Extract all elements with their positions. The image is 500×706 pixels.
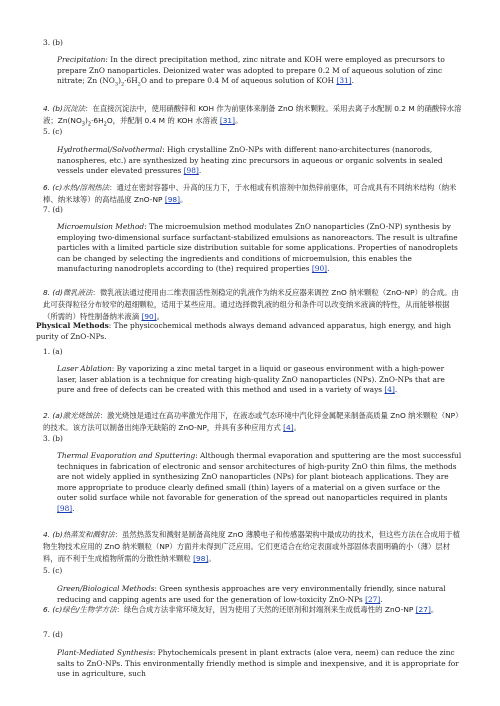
paragraph-text: 。 — [293, 423, 301, 432]
laser-ablation-translation — [43, 410, 463, 434]
paragraph-text: 。 — [156, 312, 165, 321]
term-label: 6. (c)绿色/生物学方法 — [43, 605, 117, 614]
green-methods-translation — [43, 604, 463, 616]
term-label: Hydrothermal/Solvothermal — [57, 145, 163, 154]
physical-methods-heading — [36, 321, 466, 342]
thermal-evaporation-translation — [43, 529, 463, 565]
paragraph-text: O，并配制 0.4 M 的 KOH 水溶液 — [106, 116, 220, 125]
citation-link[interactable]: [31] — [219, 116, 235, 125]
paragraph-text: ：虽然热蒸发和溅射是制备高纯度 ZnO 薄膜电子和传感器架构中最成功的技术，但这些方法在合成用于植物生物技术应用的 ZnO 纳米颗粒（NP）方面并未得到广泛应用。它们更适合在给定表面或外部固体表面明确的小（薄）层材料，而不利于生成植物所需的分散性纳米颗粒 — [43, 530, 461, 563]
laser-ablation-paragraph — [57, 364, 462, 396]
term-label: Laser Ablation — [57, 364, 112, 373]
term-label: 6. (c)水热/溶剂热法 — [43, 183, 110, 192]
paragraph-text: ·6H — [124, 76, 138, 86]
microemulsion-paragraph — [57, 222, 462, 275]
plant-mediated-paragraph — [57, 648, 462, 680]
term-label: Thermal Evaporation and Sputtering — [57, 451, 196, 460]
term-label: Precipitation — [57, 55, 106, 64]
paragraph-text: ：通过在密封容器中、升高的压力下，于水相或有机溶剂中加热锌前驱体，可合成具有不同纳米结构（纳米棒、纳米球等）的高结晶度 ZnO-NP — [43, 183, 457, 204]
citation-link[interactable]: [98] — [193, 554, 209, 563]
paragraph-text: : The physicochemical methods always demand advanced apparatus, high energy, and high purity of ZnO-NPs. — [36, 321, 451, 341]
list-number: 7. (d) — [43, 630, 63, 639]
list-number: 7. (d) — [43, 205, 63, 214]
list-number: 3. (b) — [43, 434, 63, 443]
paragraph-text: : The microemulsion method modulates ZnO nanoparticles (ZnO-NP) synthesis by employing two-dimensional surface surfactant-stabilized emulsions as nanoreactors. The result is ultrafine particles with a limited particle size distribution suitable for some applications. Properties of nanodroplets can be changed by selecting the ingredients and conditions of microemulsion, this enables the manufacturing nanodroplets according to (the) required properties — [57, 222, 458, 274]
term-label: 4. (b)沉淀法 — [43, 104, 86, 113]
paragraph-text: 。 — [430, 605, 439, 614]
paragraph-text: ：绿色合成方法非常环境友好，因为使用了天然的还原剂和封端剂来生成低毒性的 ZnO-NP — [116, 605, 416, 614]
paragraph-text: . — [198, 166, 202, 176]
citation-link[interactable]: [31] — [336, 76, 352, 86]
paragraph-text: : In the direct precipitation method, zinc nitrate and KOH were employed as precursors to prepare ZnO nanoparticles. Deionized water was adopted to prepare 0.2 M of aqueous solution of zinc nitrate; Zn (NO — [57, 55, 445, 86]
paragraph-text: 。 — [179, 195, 188, 204]
list-number: 5. (c) — [43, 566, 63, 575]
thermal-evaporation-paragraph — [57, 451, 462, 515]
term-label: Plant-Mediated Synthesis — [57, 648, 153, 657]
paragraph-text: ·6H — [91, 116, 104, 125]
paragraph-text: : By vaporizing a zinc metal target in a liquid or gaseous environment with a high-power laser, laser ablation is a technique for creating high-quality ZnO nanoparticles (NPs). ZnO-NPs that are pure and free of defects can be created with this method and used in a variety of ways — [57, 364, 445, 395]
paragraph-text: . — [72, 503, 75, 513]
citation-link[interactable]: [27] — [365, 594, 381, 604]
term-label: Microemulsion Method — [57, 222, 145, 231]
paragraph-text: O and to prepare 0.4 M of aqueous solution of KOH — [140, 76, 337, 86]
microemulsion-translation — [43, 287, 463, 323]
list-number: 5. (c) — [43, 127, 63, 136]
paragraph-text: ) — [84, 116, 88, 125]
citation-link[interactable]: [27] — [415, 605, 431, 614]
citation-link[interactable]: [4] — [283, 423, 294, 432]
paragraph-text: ：微乳液法通过使用由二维表面活性剂稳定的乳液作为纳米反应器来调控 ZnO 纳米颗粒（ZnO-NP）的合成。由此可获得粒径分布较窄的超细颗粒，适用于某些应用。通过选择微乳液的组分和条件可以改变纳米液滴的特性，从而能够根据（所需的）特性制备纳米液滴 — [43, 288, 459, 321]
paragraph-text: 。 — [235, 116, 243, 125]
paragraph-text: ：在直接沉淀法中，使用硝酸锌和 KOH 作为前驱体来制备 ZnO 纳米颗粒。采用去离子水配制 0.2 M 的硝酸锌水溶液；Zn(NO — [43, 104, 462, 125]
paragraph-text: : Phytochemicals present in plant extracts (aloe vera, neem) can reduce the zinc salts to ZnO-NPs. This environmentally friendly method is simple and inexpensive, and it is appropriate for use in agriculture, such — [57, 648, 459, 679]
paragraph-text: : Although thermal evaporation and sputtering are the most successful techniques in fabrication of electronic and sensor architectures of high-purity ZnO thin films, the methods are not widely applied in synthesizing ZnO nanoparticles (NPs) for plant bioteach applications. They are more appropriate to produce clearly defined small (thin) layers of a material on a given surface or the outer solid surface while not favorable for generation of the spread out nanoparticles required in plants — [57, 451, 462, 503]
green-methods-paragraph — [57, 584, 462, 605]
term-label: 4. (b)热蒸发和溅射法 — [43, 530, 115, 539]
citation-link[interactable]: [98] — [183, 166, 199, 176]
paragraph-text: : Green synthesis approaches are very environmentally friendly, since natural reducing and capping agents are used for the generation of low-toxicity ZnO-NPs — [57, 584, 446, 604]
hydrothermal-paragraph — [57, 145, 462, 177]
citation-link[interactable]: [98] — [164, 195, 180, 204]
citation-link[interactable]: [90] — [311, 264, 328, 274]
paragraph-text: 。 — [208, 554, 216, 563]
list-number: 1. (a) — [43, 347, 63, 356]
citation-link[interactable]: [98] — [57, 503, 73, 513]
citation-link[interactable]: [4] — [384, 385, 395, 395]
hydrothermal-translation — [43, 182, 463, 206]
paragraph-text: : High crystalline ZnO-NPs with different nano-architectures (nanorods, nanospheres, etc.) are synthesized by heating zinc precursors in aqueous or organic solvents in sealed vessels under elevated pressures — [57, 145, 443, 176]
paragraph-text: . — [351, 76, 354, 86]
list-number: 3. (b) — [43, 38, 63, 47]
section-label: Physical Methods — [36, 321, 109, 330]
precipitation-translation: 4. (b)沉淀法：在直接沉淀法中，使用硝酸锌和 KOH 作为前驱体来制备 ZnO 纳米颗粒。采用去离子水配制 0.2 M 的硝酸锌水溶液；$Zn(NO_3)_2\cdot 6H_2O$，并配制 0.4 M 的 KOH 水溶液 [31]。 — [43, 104, 462, 128]
paragraph-text: . — [327, 264, 330, 274]
term-label: Green/Biological Methods — [57, 584, 155, 593]
citation-link[interactable]: [90] — [141, 312, 157, 321]
term-label: 2. (a)激光烧蚀法 — [43, 411, 100, 420]
paragraph-text: . — [380, 594, 383, 604]
term-label: 8. (d)微乳液法 — [43, 288, 93, 297]
paragraph-text: . — [394, 385, 398, 395]
precipitation-paragraph: Precipitation: In the direct precipitation method, zinc nitrate and KOH were employed as precursors to prepare ZnO nanoparticles. Deionized water was adopted to prepare 0.2 M of aqueous solution of zinc nitrate; Zn $(NO_3)_2\cdot 6H_2O$ and to prepare 0.4 M of aqueous solution of KOH [31]. — [57, 55, 445, 88]
paragraph-text: ) — [118, 76, 121, 86]
paragraph-text: ：激光烧蚀是通过在高功率激光作用下，在液态或气态环境中汽化锌金属靶来制备高质量 ZnO 纳米颗粒（NP）的技术。该方法可以制备出纯净无缺陷的 ZnO-NP，并具有多种应用方式 — [43, 411, 463, 432]
